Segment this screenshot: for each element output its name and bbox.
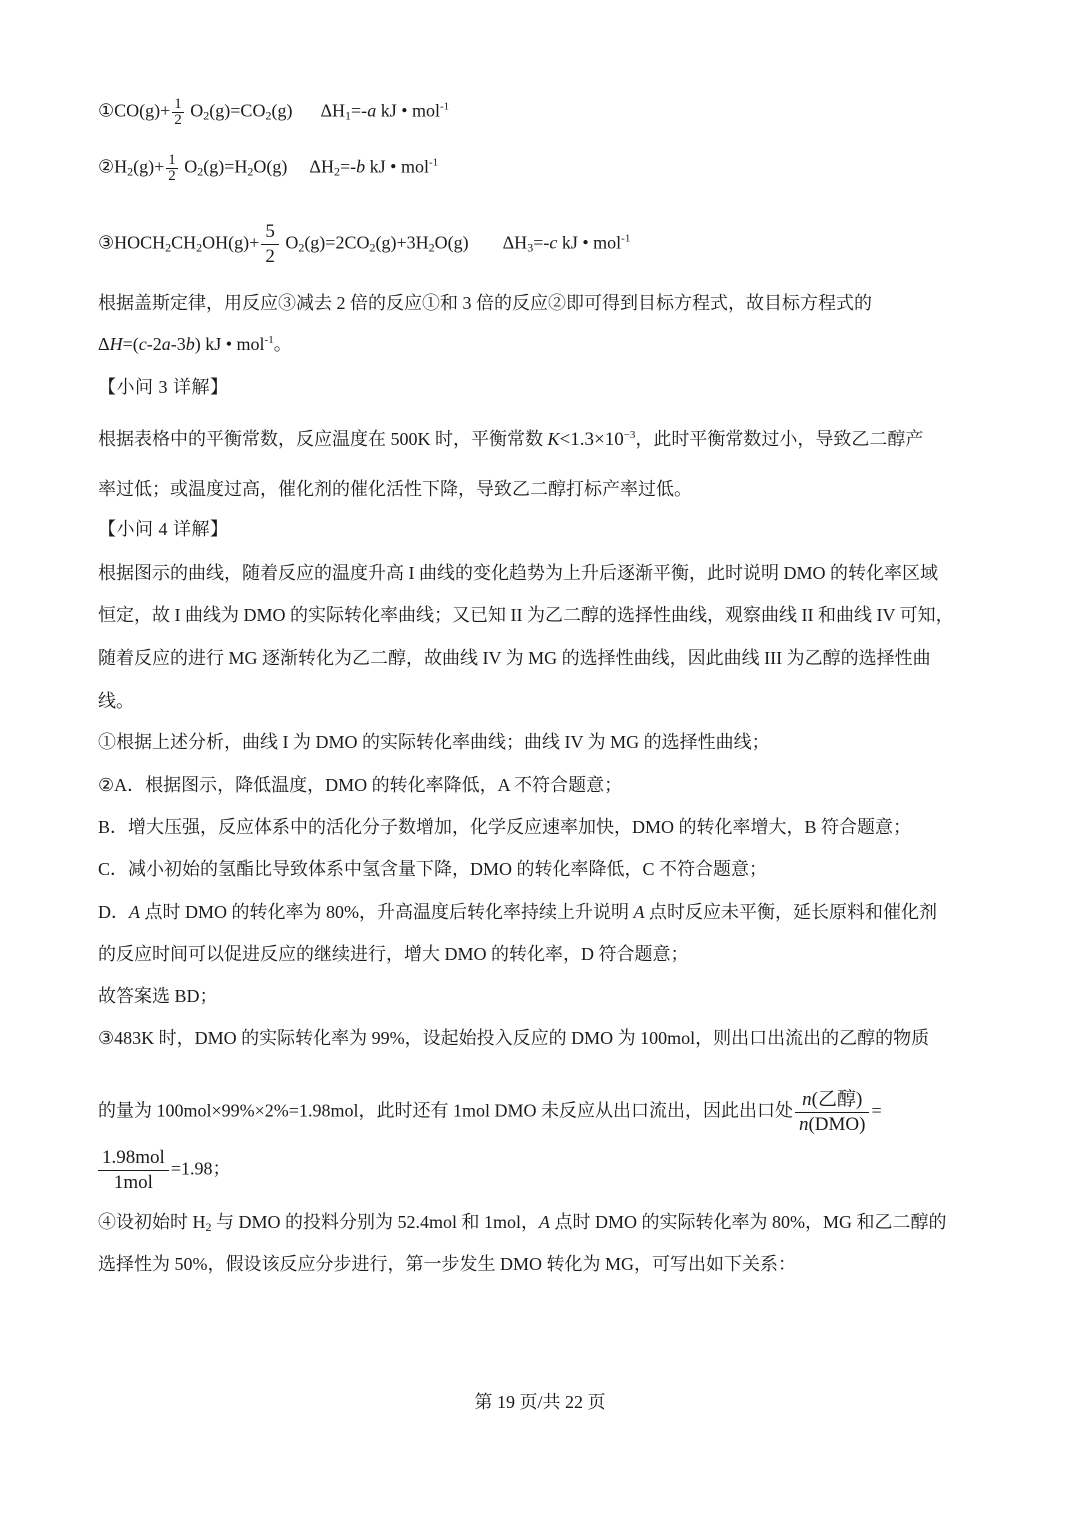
q4-s10-mid: 与 DMO 的投料分别为 52.4mol 和 1mol， xyxy=(211,1212,540,1232)
eq2-frac-num: 1 xyxy=(168,152,176,168)
eq3-fraction xyxy=(261,220,279,269)
eq1-dh-sub: 1 xyxy=(345,108,352,123)
eq3-dh: ΔH xyxy=(502,232,528,253)
eq2-dh-sub: 2 xyxy=(334,164,340,179)
q4-sub-5 xyxy=(98,899,984,925)
ratio-num xyxy=(795,1088,870,1113)
eq1-number: ① xyxy=(98,100,115,121)
hess-end: 。 xyxy=(273,334,292,354)
hess-eq: =( xyxy=(122,334,139,354)
hess-exp: -1 xyxy=(264,334,274,346)
eq2-product-state: O(g) xyxy=(253,156,288,177)
equation-3: $③HOCH_2CH_2OH(g)+$ $\frac{5}{2}$ $O_2(g)=2CO_2(g)+3H_2O(g)$ $\Delta H_3=-c$ kJ • mol$^{-1}$ xyxy=(98,221,631,267)
eq2-dh-sign: =- xyxy=(340,156,357,177)
q4-sub-2: ②A．根据图示，降低温度，DMO 的转化率降低，A 不符合题意； xyxy=(98,775,623,795)
eq2-fraction xyxy=(166,153,178,184)
q4-s5-pre: D． xyxy=(98,902,129,922)
q4-s9-text: 的量为 100mol×99%×2%=1.98mol，此时还有 1mol DMO 未反应从出口流出，因此出口处 xyxy=(98,1100,793,1121)
q4-sub-1: ①根据上述分析，曲线 I 为 DMO 的实际转化率曲线；曲线 IV 为 MG 的选择性曲线； xyxy=(98,732,770,752)
eq2-product: (g)=H xyxy=(203,156,248,177)
q3-line1-post: ，此时平衡常数过小，导致乙二醇产 xyxy=(635,429,924,449)
eq1-frac-num: 1 xyxy=(174,96,182,112)
ratio-num-text: (乙醇) xyxy=(811,1089,863,1110)
ratio-den-text: (DMO) xyxy=(808,1114,866,1135)
eq2-dh-exp: -1 xyxy=(428,156,439,169)
q4-sub-4: C．减小初始的氢酯比导致体系中氢含量下降，DMO 的转化率降低，C 不符合题意； xyxy=(98,859,768,879)
q4-para-1: 根据图示的曲线，随着反应的温度升高 I 曲线的变化趋势为上升后逐渐平衡，此时说明 DMO 的转化率区域 xyxy=(98,563,938,583)
q4-s10-pre: ④设初始时 H xyxy=(98,1212,206,1232)
q4-sub-6: 的反应时间可以促进反应的继续进行，增大 DMO 的转化率，D 符合题意； xyxy=(98,944,689,964)
hess-a: a xyxy=(161,334,171,354)
eq1-dh-unit: kJ • mol xyxy=(376,100,440,121)
eq3-part-d: (g)=2CO xyxy=(304,232,370,253)
q4-result xyxy=(98,1146,984,1195)
q4-sub-3: B．增大压强，反应体系中的活化分子数增加，化学反应速率加快，DMO 的转化率增大，B 符合题意； xyxy=(98,817,912,837)
eq1-product: (g)=CO xyxy=(209,100,266,121)
ratio-eq: = xyxy=(871,1100,882,1121)
q4-para-4: 线。 xyxy=(98,691,134,711)
q3-line1-pre: 根据表格中的平衡常数，反应温度在 500K 时，平衡常数 xyxy=(98,429,548,449)
hess-line-2 xyxy=(98,331,984,357)
hess-unit: ) kJ • mol xyxy=(194,334,265,354)
q4-s5-A2: A xyxy=(633,902,645,922)
eq3-dh-var: c xyxy=(549,232,558,253)
q4-s10-A: A xyxy=(539,1212,551,1232)
eq2-frac-den: 2 xyxy=(168,168,176,184)
eq1-fraction xyxy=(172,97,184,128)
q3-K-val: <1.3×10 xyxy=(559,429,624,450)
eq3-part-b: CH xyxy=(171,232,197,253)
q4-s10-post: 点时 DMO 的实际转化率为 80%，MG 和乙二醇的 xyxy=(550,1212,947,1232)
hess-line-1: 根据盖斯定律，用反应③减去 2 倍的反应①和 3 倍的反应②即可得到目标方程式，故目标方程式的 xyxy=(98,293,872,313)
q4-sub-11: 选择性为 50%，假设该反应分步进行，第一步发生 DMO 转化为 MG，可写出如下关系： xyxy=(98,1254,796,1274)
eq1-dh: ΔH xyxy=(320,100,346,121)
hess-delta: Δ xyxy=(98,334,110,354)
equation-1: ①CO(g)+ $\frac{1}{2}$ $O_2(g)=CO_2(g)$ $\Delta H_1=-a$ kJ • mol$^{-1}$ xyxy=(98,96,450,128)
eq1-dh-sign: =- xyxy=(351,100,368,121)
eq3-part-a: HOCH xyxy=(114,232,166,253)
eq2-dh: ΔH xyxy=(309,156,334,177)
q4-s5-A: A xyxy=(129,902,140,922)
eq3-part-e: (g)+3H xyxy=(375,232,429,253)
eq1-reactant: CO(g)+ xyxy=(114,100,171,121)
ratio-den xyxy=(795,1113,870,1137)
eq3-part-f: O(g) xyxy=(434,232,469,253)
eq3-part-c: OH(g)+ xyxy=(202,232,260,253)
eq3-dh-exp: -1 xyxy=(621,232,631,245)
eq3-number: ③ xyxy=(98,232,115,253)
result-den: 1mol xyxy=(113,1172,153,1193)
result-fraction xyxy=(98,1146,169,1195)
eq1-frac-den: 2 xyxy=(174,112,182,128)
hess-c: c xyxy=(138,334,147,354)
ratio-den-n: n xyxy=(798,1114,809,1135)
eq3-dh-unit: kJ • mol xyxy=(557,232,622,253)
q4-s5-post: 点时反应未平衡，延长原料和催化剂 xyxy=(644,902,937,922)
q4-s10-sub: 2 xyxy=(205,1220,212,1234)
q3-line-2: 率过低；或温度过高，催化剂的催化活性下降，导致乙二醇打标产率过低。 xyxy=(98,479,692,499)
hess-m1: -2 xyxy=(146,334,162,354)
q3-K: K xyxy=(547,429,560,449)
hess-b: b xyxy=(185,334,195,354)
eq2-o2: O xyxy=(184,156,198,177)
q4-sub-7: 故答案选 BD； xyxy=(98,986,218,1006)
eq3-frac-den: 2 xyxy=(265,246,275,267)
eq1-o2: O xyxy=(190,100,204,121)
hess-m2: -3 xyxy=(170,334,186,354)
eq3-frac-num: 5 xyxy=(261,220,279,245)
result-value: =1.98； xyxy=(170,1158,231,1179)
q4-heading: 【小问 4 详解】 xyxy=(98,519,229,539)
hess-H: H xyxy=(109,334,123,354)
eq2-plus: (g)+ xyxy=(133,156,165,177)
eq2-dh-var: b xyxy=(356,156,366,177)
result-num: 1.98mol xyxy=(98,1146,169,1171)
q3-heading: 【小问 3 详解】 xyxy=(98,377,229,397)
q4-sub-9 xyxy=(98,1088,984,1137)
ratio-fraction xyxy=(795,1088,870,1137)
q4-sub-10 xyxy=(98,1209,984,1235)
eq3-dh-sub: 3 xyxy=(527,240,534,255)
q4-sub-8: ③483K 时，DMO 的实际转化率为 99%，设起始投入反应的 DMO 为 100mol，则出口出流出的乙醇的物质 xyxy=(98,1028,930,1048)
q3-K-exp: −3 xyxy=(623,429,636,441)
eq1-dh-exp: -1 xyxy=(440,100,450,113)
eq3-o2: O xyxy=(285,232,299,253)
q4-para-3: 随着反应的进行 MG 逐渐转化为乙二醇，故曲线 IV 为 MG 的选择性曲线，因此曲线 III 为乙醇的选择性曲 xyxy=(98,648,931,668)
eq2-h2: H xyxy=(114,156,128,177)
eq2-number: ② xyxy=(98,156,115,177)
q4-para-2: 恒定，故 I 曲线为 DMO 的实际转化率曲线；又已知 II 为乙二醇的选择性曲线，观察曲线 II 和曲线 IV 可知， xyxy=(98,605,954,625)
eq3-dh-sign: =- xyxy=(533,232,550,253)
q4-s5-mid: 点时 DMO 的转化率为 80%，升高温度后转化率持续上升说明 xyxy=(140,902,634,922)
q3-line-1 xyxy=(98,426,984,453)
page-footer: 第 19 页/共 22 页 xyxy=(474,1392,606,1412)
eq1-dh-var: a xyxy=(367,100,377,121)
eq2-dh-unit: kJ • mol xyxy=(365,156,429,177)
eq1-product-state: (g) xyxy=(271,100,293,121)
ratio-num-n: n xyxy=(802,1089,812,1110)
equation-2: $②H_2(g)+$ $\frac{1}{2}$ $O_2(g)=H_2O(g)$ $\Delta H_2=-b$ kJ • mol$^{-1}$ xyxy=(98,152,439,184)
